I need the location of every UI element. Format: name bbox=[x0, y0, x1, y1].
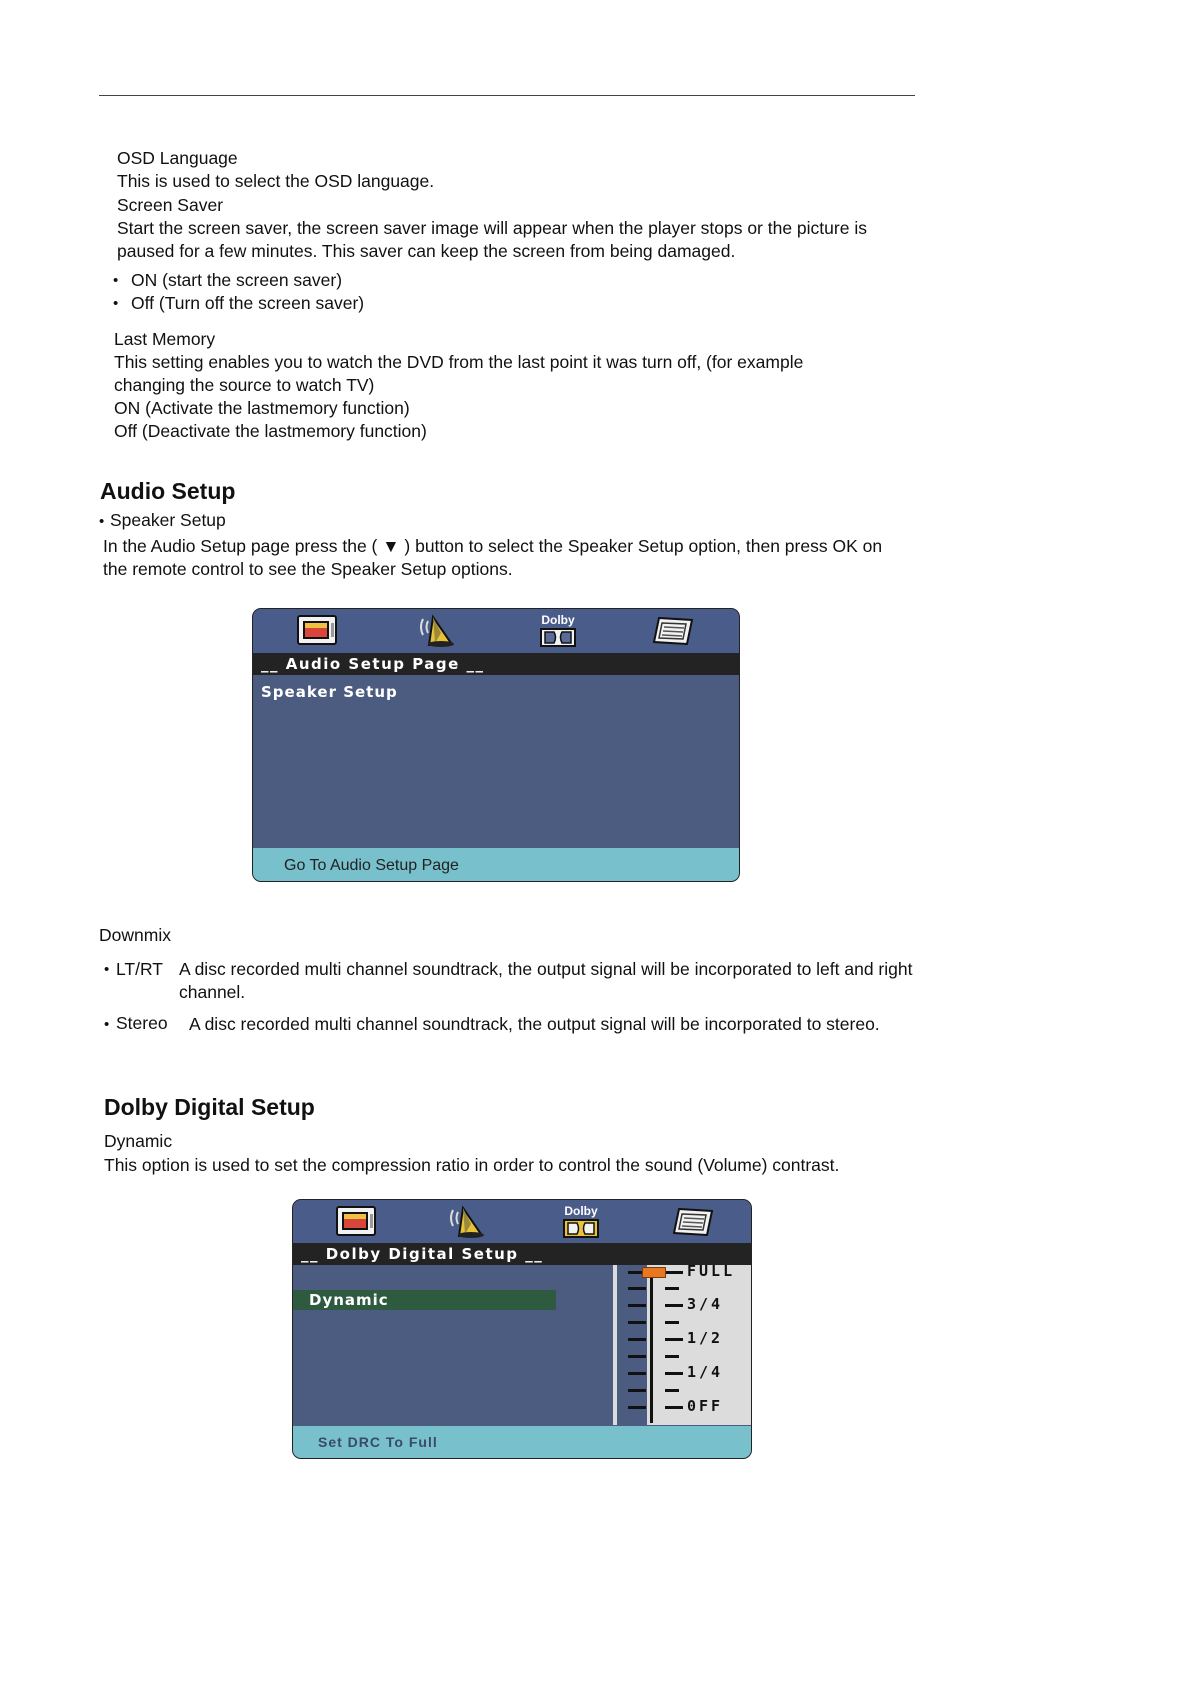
last-memory-title: Last Memory bbox=[114, 329, 216, 349]
audio-setup-page-title: __ Audio Setup Page __ bbox=[253, 653, 739, 675]
last-memory-on: ON (Activate the lastmemory function) bbox=[114, 398, 410, 418]
bullet-dot: • bbox=[99, 513, 105, 530]
osd-language-desc: This is used to select the OSD language. bbox=[117, 171, 435, 191]
dolby-setup-screen bbox=[292, 1199, 752, 1459]
drc-level-full: FULL bbox=[687, 1262, 736, 1280]
audio-setup-screen bbox=[252, 608, 740, 882]
drc-level-off: 0FF bbox=[687, 1397, 724, 1415]
preference-icon bbox=[653, 616, 693, 646]
last-memory-desc-1: This setting enables you to watch the DVD from the last point it was turn off, (for example bbox=[114, 352, 804, 372]
dolby-label: Dolby bbox=[564, 1204, 598, 1218]
speaker-setup-sub: Speaker Setup bbox=[110, 510, 226, 530]
screen-saver-bullet-off: Off (Turn off the screen saver) bbox=[131, 293, 365, 313]
audio-setup-heading: Audio Setup bbox=[100, 478, 236, 504]
downmix-title: Downmix bbox=[99, 925, 171, 945]
tv-icon bbox=[336, 1206, 376, 1236]
drc-level-1-4: 1/4 bbox=[687, 1363, 724, 1381]
bullet-dot: • bbox=[113, 272, 119, 289]
last-memory-off: Off (Deactivate the lastmemory function) bbox=[114, 421, 427, 441]
speaker-icon bbox=[447, 1204, 491, 1240]
dolby-label: Dolby bbox=[541, 613, 575, 627]
downmix-ltrt-text-2: channel. bbox=[179, 982, 246, 1002]
bullet-dot: • bbox=[113, 295, 119, 312]
screen-saver-desc-2: paused for a few minutes. This saver can keep the screen from being damaged. bbox=[117, 241, 736, 261]
screen-saver-bullet-on: ON (start the screen saver) bbox=[131, 270, 343, 290]
dolby-setup-desc: This option is used to set the compression ratio in order to control the sound (Volume) contrast. bbox=[104, 1155, 840, 1175]
dolby-setup-footer: Set DRC To Full bbox=[293, 1426, 751, 1458]
downmix-stereo-label: Stereo bbox=[116, 1013, 168, 1033]
dynamic-menu-item[interactable]: Dynamic bbox=[309, 1291, 389, 1309]
audio-setup-desc-1: In the Audio Setup page press the ( ▼ ) button to select the Speaker Setup option, then press OK on bbox=[103, 536, 883, 556]
audio-setup-footer: Go To Audio Setup Page bbox=[253, 848, 739, 881]
bullet-dot: • bbox=[104, 1016, 110, 1033]
drc-slider-track bbox=[650, 1267, 653, 1423]
downmix-ltrt-text-1: A disc recorded multi channel soundtrack, the output signal will be incorporated to left and right bbox=[179, 959, 913, 979]
dynamic-sub: Dynamic bbox=[104, 1131, 173, 1151]
osd-icon-bar bbox=[253, 609, 739, 653]
drc-slider-thumb[interactable] bbox=[642, 1267, 666, 1278]
osd-icon-bar bbox=[293, 1200, 751, 1244]
header-rule bbox=[99, 95, 915, 96]
downmix-stereo-text: A disc recorded multi channel soundtrack, the output signal will be incorporated to stereo. bbox=[189, 1014, 880, 1034]
last-memory-desc-2: changing the source to watch TV) bbox=[114, 375, 375, 395]
drc-slider[interactable] bbox=[613, 1262, 751, 1425]
speaker-icon bbox=[417, 613, 461, 649]
dynamic-highlight[interactable] bbox=[293, 1290, 556, 1310]
dolby-icon bbox=[540, 628, 576, 647]
speaker-setup-menu-item[interactable]: Speaker Setup bbox=[261, 683, 398, 701]
downmix-ltrt-label: LT/RT bbox=[116, 959, 163, 979]
screen-saver-desc-1: Start the screen saver, the screen saver image will appear when the player stops or the picture is bbox=[117, 218, 867, 238]
dolby-setup-page-title: __ Dolby Digital Setup __ bbox=[293, 1243, 751, 1265]
tv-icon bbox=[297, 615, 337, 645]
drc-level-3-4: 3/4 bbox=[687, 1295, 724, 1313]
drc-level-1-2: 1/2 bbox=[687, 1329, 724, 1347]
dolby-setup-heading: Dolby Digital Setup bbox=[104, 1094, 315, 1120]
preference-icon bbox=[673, 1207, 713, 1237]
audio-setup-desc-2: the remote control to see the Speaker Setup options. bbox=[103, 559, 513, 579]
screen-saver-title: Screen Saver bbox=[117, 195, 224, 215]
osd-language-title: OSD Language bbox=[117, 148, 238, 168]
dolby-icon bbox=[563, 1219, 599, 1238]
bullet-dot: • bbox=[104, 961, 110, 978]
